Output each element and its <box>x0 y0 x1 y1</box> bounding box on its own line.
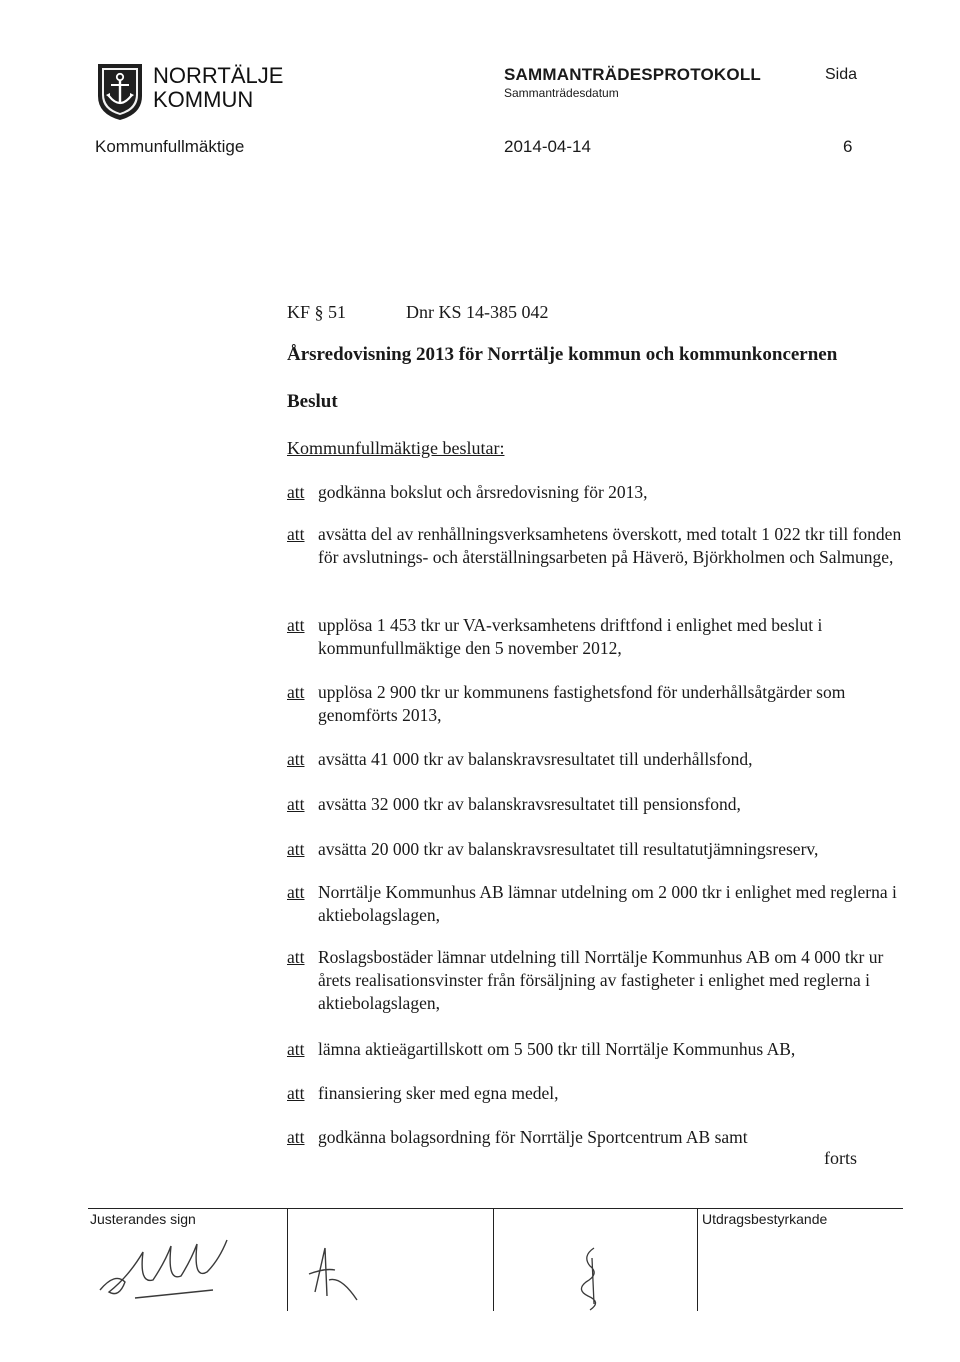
page-number: 6 <box>843 137 853 156</box>
meeting-date-label: Sammanträdesdatum <box>504 86 619 100</box>
org-name-line2: KOMMUN <box>153 87 254 112</box>
handwritten-signature-3 <box>572 1244 612 1314</box>
clause-text: upplösa 2 900 tkr ur kommunens fastighetsfond för underhållsåtgärder som genomförts 2013, <box>318 682 846 725</box>
decision-clause <box>287 881 907 927</box>
clause-keyword: att <box>287 524 305 544</box>
decides-line: Kommunfullmäktige beslutar: <box>287 438 505 458</box>
footer-column-divider <box>697 1208 698 1311</box>
kf-reference: KF § 51 <box>287 302 347 322</box>
decision-clause <box>287 793 907 816</box>
municipality-logo <box>96 62 144 122</box>
organization-name <box>153 64 283 112</box>
clause-text: lämna aktieägartillskott om 5 500 tkr till Norrtälje Kommunhus AB, <box>318 1039 796 1059</box>
section-title: Årsredovisning 2013 för Norrtälje kommun och kommunkoncernen <box>287 344 838 365</box>
decision-heading: Beslut <box>287 391 338 412</box>
clause-text: godkänna bokslut och årsredovisning för 2013, <box>318 482 648 502</box>
decision-clause <box>287 481 907 504</box>
decision-clause <box>287 748 907 771</box>
decision-clause <box>287 614 907 660</box>
committee-name: Kommunfullmäktige <box>95 137 245 156</box>
clause-text: avsätta 41 000 tkr av balanskravsresultatet till underhållsfond, <box>318 749 753 769</box>
clause-text: Roslagsbostäder lämnar utdelning till Norrtälje Kommunhus AB om 4 000 tkr ur årets realisationsvinster från försäljning av fastigheter i enlighet med reglerna i aktiebolagslagen, <box>318 947 884 1013</box>
footer-column-divider <box>287 1208 288 1311</box>
decision-clause <box>287 838 907 861</box>
page-label: Sida <box>825 66 858 83</box>
clause-text: avsätta 32 000 tkr av balanskravsresultatet till pensionsfond, <box>318 794 741 814</box>
continuation-marker: forts <box>824 1148 857 1168</box>
clause-keyword: att <box>287 1039 305 1059</box>
clause-keyword: att <box>287 615 305 635</box>
decision-clause <box>287 1038 907 1061</box>
adjuster-signature-label: Justerandes sign <box>90 1211 196 1227</box>
decision-clause <box>287 946 907 1015</box>
clause-text: upplösa 1 453 tkr ur VA-verksamhetens driftfond i enlighet med beslut i kommunfullmäktige den 5 november 2012, <box>318 615 823 658</box>
clause-keyword: att <box>287 882 305 902</box>
protocol-title: SAMMANTRÄDESPROTOKOLL <box>504 65 761 84</box>
clause-text: godkänna bolagsordning för Norrtälje Sportcentrum AB samt <box>318 1127 748 1147</box>
clause-keyword: att <box>287 1127 305 1147</box>
clause-text: finansiering sker med egna medel, <box>318 1083 559 1103</box>
decision-clause <box>287 1082 907 1105</box>
org-name-line1: NORRTÄLJE <box>153 63 284 88</box>
clause-text: avsätta del av renhållningsverksamhetens överskott, med totalt 1 022 tkr till fonden för avslutnings- och återställningsarbeten på Häverö, Björkholmen och Salmunge, <box>318 524 902 567</box>
clause-keyword: att <box>287 1083 305 1103</box>
diary-number: Dnr KS 14-385 042 <box>406 302 549 322</box>
footer-divider <box>88 1208 903 1209</box>
clause-keyword: att <box>287 947 305 967</box>
meeting-date: 2014-04-14 <box>504 137 591 156</box>
footer-column-divider <box>493 1208 494 1311</box>
clause-keyword: att <box>287 794 305 814</box>
decision-clause <box>287 523 907 569</box>
clause-keyword: att <box>287 482 305 502</box>
clause-keyword: att <box>287 839 305 859</box>
handwritten-signature-2 <box>305 1240 365 1305</box>
extract-certification-label: Utdragsbestyrkande <box>702 1211 828 1227</box>
clause-keyword: att <box>287 749 305 769</box>
decision-clause <box>287 681 907 727</box>
clause-text: avsätta 20 000 tkr av balanskravsresultatet till resultatutjämningsreserv, <box>318 839 819 859</box>
decision-clause <box>287 1126 907 1149</box>
clause-keyword: att <box>287 682 305 702</box>
handwritten-signature-1 <box>95 1232 245 1307</box>
clause-text: Norrtälje Kommunhus AB lämnar utdelning om 2 000 tkr i enlighet med reglerna i aktiebolagslagen, <box>318 882 897 925</box>
